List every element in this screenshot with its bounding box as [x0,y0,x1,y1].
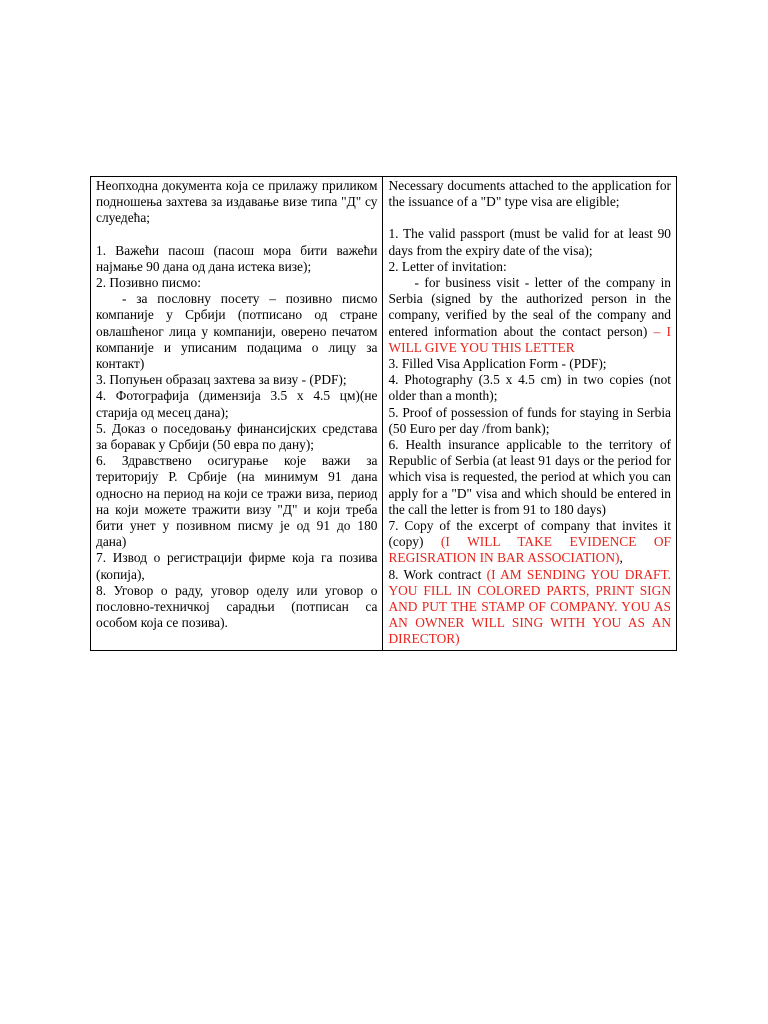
english-item-7-tail: , [619,550,623,566]
english-item-4: 4. Photography (3.5 x 4.5 cm) in two copies (not older than a month); [388,372,671,404]
annotation-note: – I WILL GIVE YOU THIS LETTER [388,323,671,355]
document-table [90,176,677,651]
english-item-8 [388,567,671,648]
english-item-3: 3. Filled Visa Application Form - (PDF); [388,356,607,372]
serbian-item-6: 6. Здравствено осигурање које важи за територију Р. Србије (на минимум 91 дана односно на период на који се тражи виза, период на који можете тражити визу "Д" и који треба бити унет у позивном писму је од 91 до 180 дана) [96,453,378,550]
annotation-note: (I WILL TAKE EVIDENCE OF REGISRATION IN BAR ASSOCIATION) [388,534,672,566]
paragraph-spacer [96,227,377,243]
english-item-7 [388,518,671,567]
paragraph-spacer [388,210,671,226]
serbian-item-7: 7. Извод о регистрацији фирме која га позива (копија), [96,550,378,582]
english-item-1: 1. The valid passport (must be valid for at least 90 days from the expiry date of the visa); [388,226,671,258]
table-row [91,177,677,651]
serbian-item-2-detail: - за пословну посету – позивно писмо компаније у Србији (потписано од стране овлашћеног лица у компанији, оверено печатом компаније и уписаним подацима о лицу за контакт) [96,291,378,372]
serbian-item-1: 1. Важећи пасош (пасош мора бити важећи најмање 90 дана од дана истека визе); [96,242,378,274]
english-item-2-detail-text: - for business visit - letter of the company in Serbia (signed by the authorized person in the company, verified by the seal of the company and entered information about the contact person) [388,275,671,339]
english-item-8-text: 8. Work contract [388,566,487,582]
serbian-item-3: 3. Попуњен образац захтева за визу - (PDF); [96,372,347,388]
serbian-intro: Неопходна документа која се прилажу приликом подношења захтева за издавање визе типа "Д" су слуедећа; [96,178,378,226]
english-column [383,177,677,651]
english-item-7-text: 7. Copy of the excerpt of company that invites it (copy) [388,518,671,550]
english-item-2-detail [388,275,671,356]
serbian-item-2: 2. Позивно писмо: [96,275,201,291]
serbian-item-8: 8. Уговор о раду, уговор оделу или уговор о пословно-техничкој сарадњи (потписан са особом која се позива). [96,582,378,631]
english-item-6: 6. Health insurance applicable to the territory of Republic of Serbia (at least 91 days or the period for which visa is requested, the period at which you can apply for a "D" visa and which should be entered in the call the letter is from 91 to 180 days) [388,437,671,517]
english-item-5: 5. Proof of possession of funds for staying in Serbia (50 Euro per day /from bank); [388,404,671,436]
annotation-note: (I AM SENDING YOU DRAFT. YOU FILL IN COLORED PARTS, PRINT SIGN AND PUT THE STAMP OF COMPANY. YOU AS AN OWNER WILL SING WITH YOU AS AN DIRECTOR) [388,566,671,647]
serbian-item-5: 5. Доказ о поседовању финансијских средстава за боравак у Србији (50 евра по дану); [96,420,378,453]
english-item-2: 2. Letter of invitation: [388,258,507,274]
english-intro: Necessary documents attached to the application for the issuance of a "D" type visa are eligible; [388,178,671,210]
serbian-item-4: 4. Фотографија (димензија 3.5 x 4.5 цм)(не старија од месец дана); [96,388,378,420]
serbian-column [91,177,383,651]
